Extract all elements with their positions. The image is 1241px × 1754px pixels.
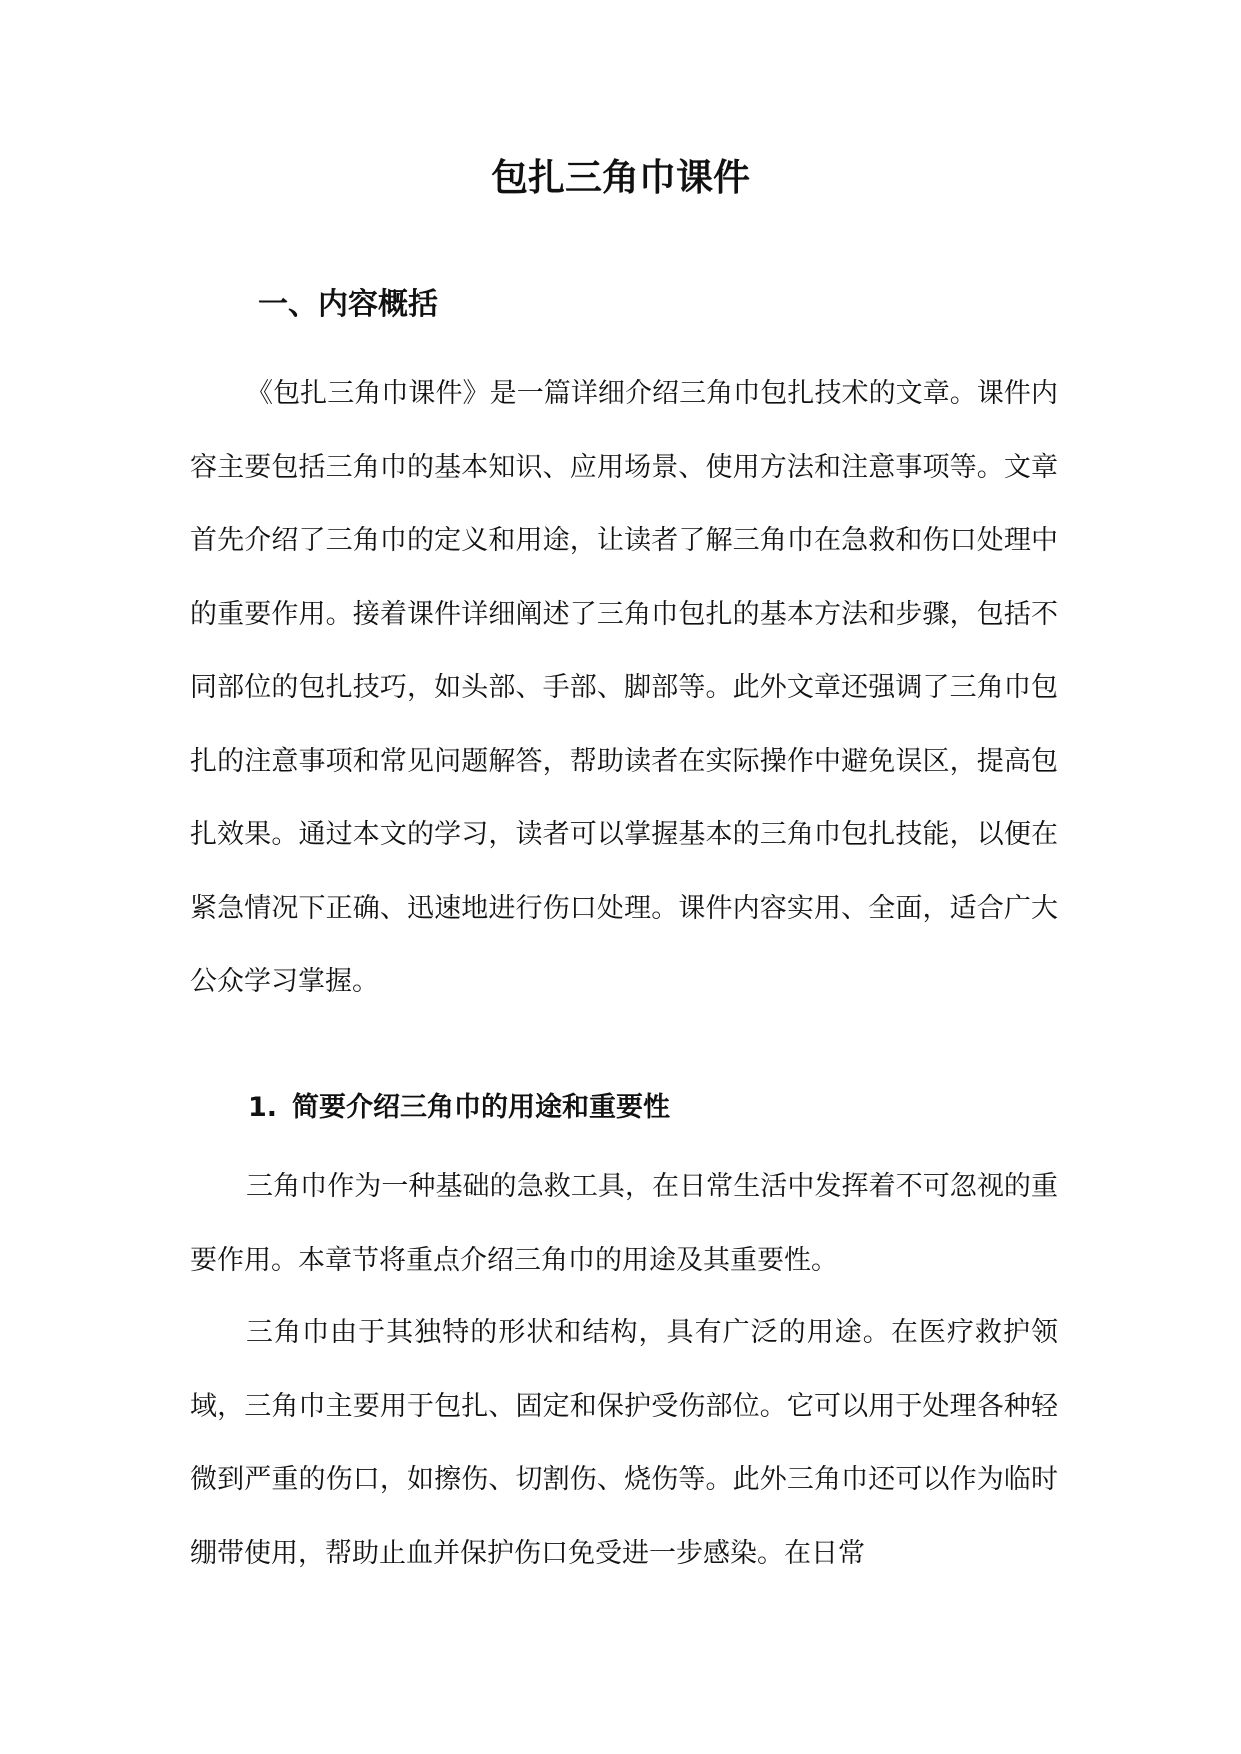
body-paragraph: 三角巾作为一种基础的急救工具，在日常生活中发挥着不可忽视的重要作用。本章节将重点介绍三角巾的用途及其重要性。 (190, 1171, 1058, 1276)
subsection-title: 简要介绍三角巾的用途和重要性 (292, 1092, 670, 1123)
body-paragraph: 三角巾由于其独特的形状和结构，具有广泛的用途。在医疗救护领域，三角巾主要用于包扎、固定和保护受伤部位。它可以用于处理各种轻微到严重的伤口，如擦伤、切割伤、烧伤等。此外三角巾还可以作为临时绷带使用，帮助止血并保护伤口免受进一步感染。在日常 (190, 1317, 1058, 1569)
summary-paragraph: 《包扎三角巾课件》是一篇详细介绍三角巾包扎技术的文章。课件内容主要包括三角巾的基本知识、应用场景、使用方法和注意事项等。文章首先介绍了三角巾的定义和用途，让读者了解三角巾在急救和伤口处理中的重要作用。接着课件详细阐述了三角巾包扎的基本方法和步骤，包括不同部位的包扎技巧，如头部、手部、脚部等。此外文章还强调了三角巾包扎的注意事项和常见问题解答，帮助读者在实际操作中避免误区，提高包扎效果。通过本文的学习，读者可以掌握基本的三角巾包扎技能，以便在紧急情况下正确、迅速地进行伤口处理。课件内容实用、全面，适合广大公众学习掌握。 (190, 378, 1058, 997)
subsection-number: 1. (248, 1092, 278, 1123)
subsection-heading (248, 1084, 670, 1132)
document-title: 包扎三角巾课件 (491, 156, 750, 199)
section-heading: 一、内容概括 (258, 287, 438, 322)
